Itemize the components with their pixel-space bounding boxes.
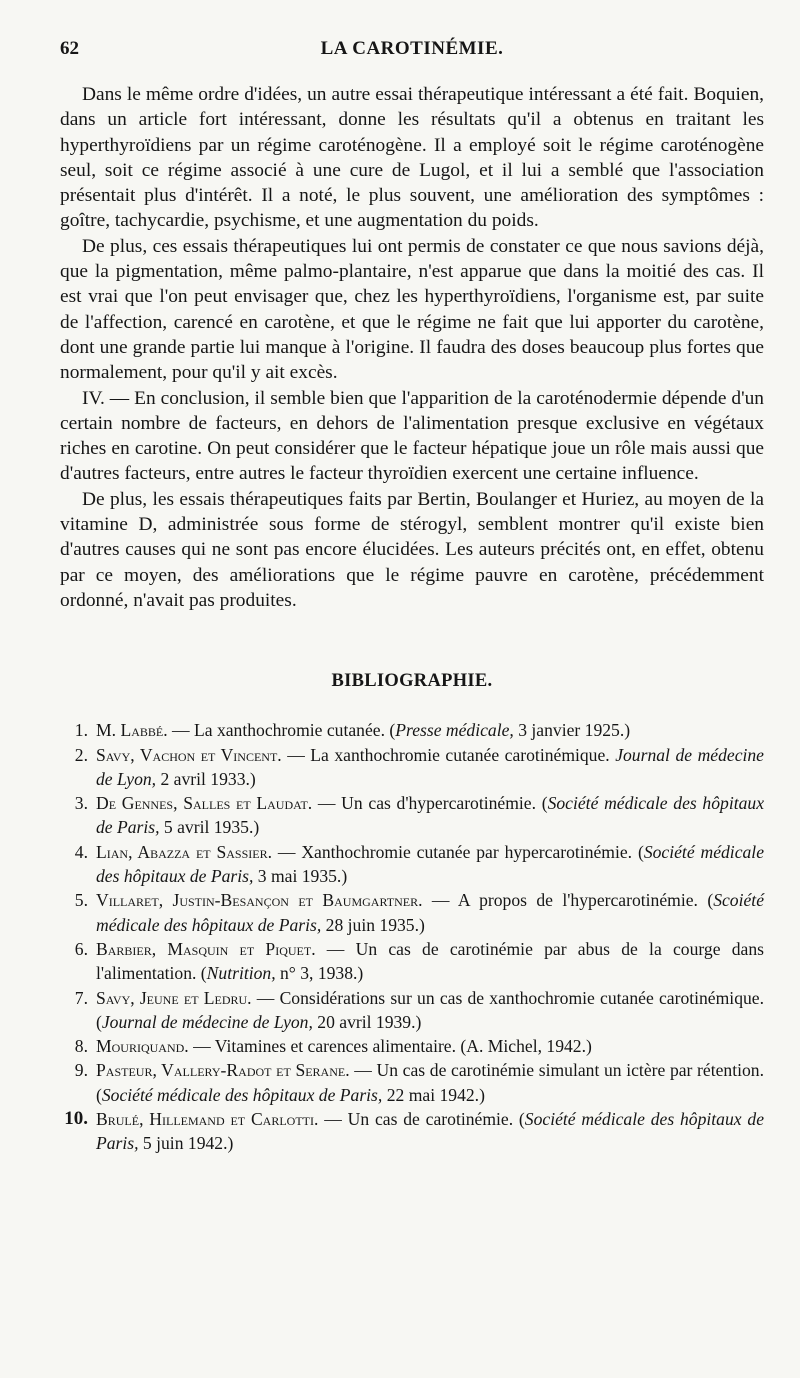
reference-text: — Un cas de carotinémie. ( xyxy=(318,1108,525,1129)
reference-text: — Considérations sur un cas de xanthochromie cutanée carotinémique. ( xyxy=(96,987,764,1032)
reference-tail: 22 mai 1942.) xyxy=(382,1084,485,1105)
bibliography-item xyxy=(60,1107,764,1156)
reference-number: 3. xyxy=(74,793,88,814)
reference-text: — Vitamines et carences alimentaire. (A. Michel, 1942.) xyxy=(188,1036,592,1057)
bibliography-item xyxy=(60,791,764,840)
reference-number: 8. xyxy=(74,1036,88,1057)
reference-number: 6. xyxy=(74,938,88,959)
reference-number: 10. xyxy=(64,1107,88,1129)
bibliography-item xyxy=(60,986,764,1035)
reference-authors: M. Labbé. xyxy=(96,720,168,741)
reference-text: — La xanthochromie cutanée. ( xyxy=(167,720,396,741)
reference-text: — Un cas de carotinémie simulant un ictère par rétention. ( xyxy=(96,1060,764,1105)
bibliography-item xyxy=(60,743,764,792)
reference-authors: Savy, Jeune et Ledru. xyxy=(96,987,252,1008)
reference-source: Journal de médecine de Lyon, xyxy=(101,1011,313,1032)
paragraph-1: Dans le même ordre d'idées, un autre essai thérapeutique intéressant a été fait. Boquien, dans un article fort intéressant, donne les résultats qu'il a obtenus en traitant les hyperthyroïdiens par un régime caroténogène. Il a employé soit le régime caroténogène seul, soit ce régime associé à une cure de Lugol, et il lui a semblé que l'association présentait plus d'intérêt. Il a noté, le plus souvent, une amélioration des symptômes : goître, tachycardie, psychisme, et une augmentation du poids. xyxy=(60,84,764,232)
running-title: LA CAROTINÉMIE. xyxy=(320,38,504,59)
reference-text: — Un cas d'hypercarotinémie. ( xyxy=(312,793,548,814)
reference-tail: 20 avril 1939.) xyxy=(312,1011,422,1032)
reference-authors: Brulé, Hillemand et Carlotti. xyxy=(96,1108,319,1129)
reference-source: Société médicale des hôpitaux de Paris, xyxy=(96,1108,765,1154)
reference-tail: 3 mai 1935.) xyxy=(253,866,348,887)
bibliography-item xyxy=(60,888,764,937)
reference-source: Nutrition, xyxy=(206,963,276,984)
reference-authors: Barbier, Masquin et Piquet. xyxy=(96,938,316,959)
bibliography-list xyxy=(60,718,764,1155)
reference-source: Société médicale des hôpitaux de Paris, xyxy=(96,793,764,838)
reference-tail: 28 juin 1935.) xyxy=(321,914,425,935)
paragraph-4: De plus, les essais thérapeutiques faits par Bertin, Boulanger et Huriez, au moyen de la vitamine D, administrée sous forme de stérogyl, semblent montrer qu'il existe bien d'autres causes qui ne sont pas encore élucidées. Les auteurs précités ont, en effet, obtenu par ce moyen, des améliorations que le régime pauvre en carotène, précédemment ordonné, n'avait pas produites. xyxy=(60,488,764,611)
reference-authors: Villaret, Justin-Besançon et Baumgartner. xyxy=(96,890,423,911)
paragraph-3: IV. — En conclusion, il semble bien que l'apparition de la caroténodermie dépende d'un certain nombre de facteurs, en dehors de l'alimentation presque exclusive en végétaux riches en carotine. On peut considérer que le facteur hépatique joue un rôle mais aussi que d'autres facteurs, entre autres le facteur thyroïdien exercent une certaine influence. xyxy=(60,387,764,485)
reference-number: 7. xyxy=(74,987,88,1008)
bibliography-item xyxy=(60,937,764,986)
bibliography-item xyxy=(60,718,764,742)
page-number: 62 xyxy=(60,38,79,59)
reference-source: Journal de médecine de Lyon, xyxy=(96,744,764,789)
bibliography-item xyxy=(60,1058,764,1107)
bibliography-item xyxy=(60,840,764,889)
reference-source: Société médicale des hôpitaux de Paris, xyxy=(101,1084,383,1105)
bibliography-title: BIBLIOGRAPHIE. xyxy=(331,671,493,692)
reference-number: 9. xyxy=(74,1060,88,1081)
reference-source: Scoiété médicale des hôpitaux de Paris, xyxy=(96,890,764,935)
reference-tail: 3 janvier 1925.) xyxy=(513,720,631,741)
paragraph-2: De plus, ces essais thérapeutiques lui ont permis de constater ce que nous savions déjà, que la pigmentation, même palmo-plantaire, n'est apparue que dans la moitié des cas. Il est vrai que l'on peut envisager que, chez les hyperthyroïdiens, l'organisme est, par suite de l'affection, carencé en carotène, et que le régime ne fait que lui apporter du carotène, dont une grande partie lui manque à l'origine. Il faudra des doses beaucoup plus fortes que normalement, pour qu'il y ait excès. xyxy=(60,235,764,384)
reference-authors: Pasteur, Vallery-Radot et Serane. xyxy=(96,1060,350,1081)
reference-text: — Xanthochromie cutanée par hypercarotinémie. ( xyxy=(272,841,644,862)
reference-number: 1. xyxy=(74,720,88,741)
reference-source: Presse médicale, xyxy=(395,720,514,741)
reference-number: 2. xyxy=(74,744,88,765)
reference-text: — Un cas de carotinémie par abus de la courge dans l'alimentation. ( xyxy=(96,938,764,984)
bibliography-item xyxy=(60,1034,764,1058)
reference-tail: 2 avril 1933.) xyxy=(156,768,256,789)
reference-tail: 5 juin 1942.) xyxy=(138,1133,234,1154)
page-body xyxy=(60,82,764,1156)
reference-authors: De Gennes, Salles et Laudat. xyxy=(96,793,313,814)
reference-number: 5. xyxy=(74,890,88,911)
reference-authors: Savy, Vachon et Vincent. xyxy=(96,744,282,765)
reference-source: Société médicale des hôpitaux de Paris, xyxy=(96,841,764,887)
reference-number: 4. xyxy=(74,841,88,862)
reference-text: — A propos de l'hypercarotinémie. ( xyxy=(422,890,714,911)
reference-tail: n° 3, 1938.) xyxy=(275,963,364,984)
reference-text: — La xanthochromie cutanée carotinémique. xyxy=(281,744,616,765)
reference-authors: Mouriquand. xyxy=(96,1036,189,1057)
page-header xyxy=(60,38,764,66)
reference-authors: Lian, Abazza et Sassier. xyxy=(96,841,273,862)
reference-tail: 5 avril 1935.) xyxy=(159,817,260,838)
